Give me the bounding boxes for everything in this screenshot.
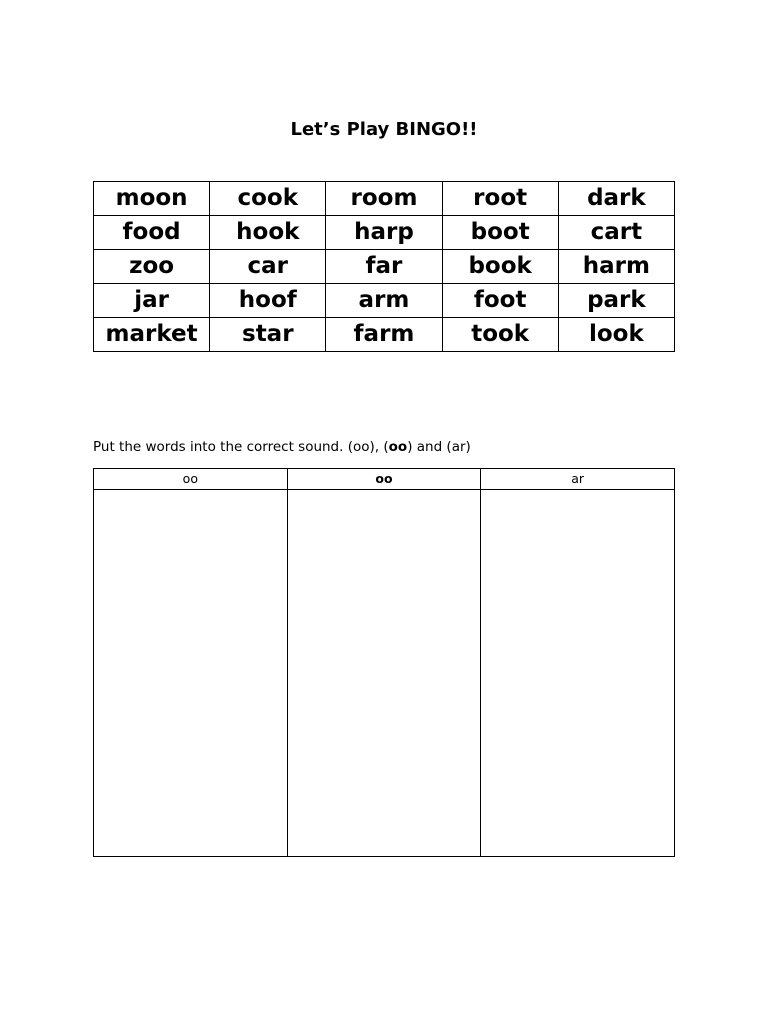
bingo-row xyxy=(94,284,675,318)
instruction-suffix: ) and (ar) xyxy=(407,439,471,455)
answer-area-long-oo[interactable] xyxy=(287,490,481,857)
bingo-cell: farm xyxy=(326,318,442,352)
sort-answer-row xyxy=(94,490,675,857)
bingo-cell: food xyxy=(94,216,210,250)
instruction-prefix: Put the words into the correct sound. (oo), ( xyxy=(93,439,389,455)
bingo-cell: car xyxy=(210,250,326,284)
column-header-short-oo: oo xyxy=(94,469,288,490)
bingo-row xyxy=(94,182,675,216)
bingo-row xyxy=(94,216,675,250)
bingo-cell: dark xyxy=(558,182,674,216)
bingo-cell: boot xyxy=(442,216,558,250)
answer-area-ar[interactable] xyxy=(481,490,675,857)
bingo-cell: market xyxy=(94,318,210,352)
worksheet-title: Let’s Play BINGO!! xyxy=(290,119,478,140)
bingo-cell: book xyxy=(442,250,558,284)
answer-area-short-oo[interactable] xyxy=(94,490,288,857)
bingo-grid xyxy=(93,181,675,352)
column-header-ar: ar xyxy=(481,469,675,490)
bingo-cell: star xyxy=(210,318,326,352)
sorting-instruction xyxy=(93,437,471,457)
bingo-cell: zoo xyxy=(94,250,210,284)
bingo-cell: jar xyxy=(94,284,210,318)
bingo-cell: hook xyxy=(210,216,326,250)
bingo-cell: harm xyxy=(558,250,674,284)
instruction-bold-sound: oo xyxy=(388,439,408,455)
bingo-cell: arm xyxy=(326,284,442,318)
bingo-cell: look xyxy=(558,318,674,352)
column-header-long-oo: oo xyxy=(287,469,481,490)
bingo-row xyxy=(94,318,675,352)
sort-header-row xyxy=(94,469,675,490)
bingo-cell: harp xyxy=(326,216,442,250)
bingo-cell: cook xyxy=(210,182,326,216)
bingo-cell: hoof xyxy=(210,284,326,318)
bingo-cell: room xyxy=(326,182,442,216)
bingo-cell: root xyxy=(442,182,558,216)
bingo-cell: far xyxy=(326,250,442,284)
sound-sorting-table xyxy=(93,468,675,857)
bingo-cell: foot xyxy=(442,284,558,318)
bingo-row xyxy=(94,250,675,284)
bingo-cell: moon xyxy=(94,182,210,216)
bingo-cell: cart xyxy=(558,216,674,250)
bingo-cell: took xyxy=(442,318,558,352)
bingo-cell: park xyxy=(558,284,674,318)
